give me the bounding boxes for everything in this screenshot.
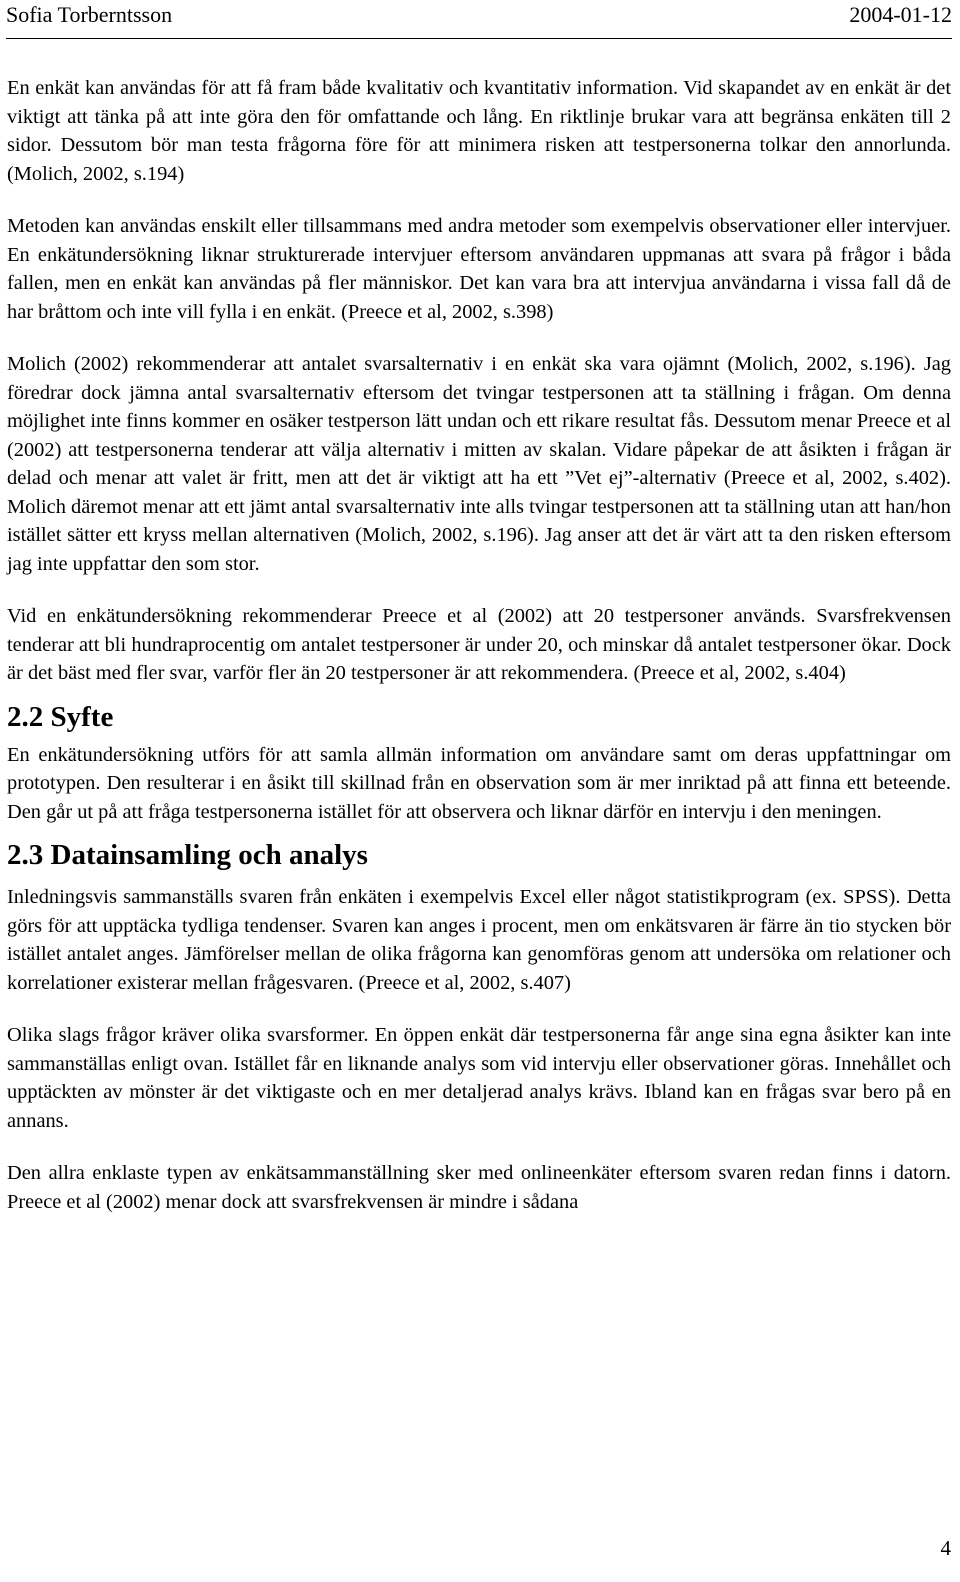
page-number: 4 <box>940 1536 951 1560</box>
header-author: Sofia Torberntsson <box>6 2 173 27</box>
paragraph-onlineenkater: Den allra enklaste typen av enkätsammanställning sker med onlineenkäter eftersom svaren redan finns i datorn. Preece et al (2002) menar dock att svarsfrekvensen är mindre i sådana <box>7 1162 951 1213</box>
header-date: 2004-01-12 <box>849 2 952 27</box>
paragraph-sammanstallning: Inledningsvis sammanställs svaren från enkäten i exempelvis Excel eller något statistikprogram (ex. SPSS). Detta görs för att upptäcka tydliga tendenser. Svaren kan anges i procent, men om enkätsvaren är färre än tio stycken bör istället antalet anges. Jämförelser mellan de olika frågorna kan genomföras genom att undersöka om relationer och korrelationer existerar mellan frågesvaren. (Preece et al, 2002, s.407) <box>7 886 951 994</box>
paragraph-enkat-intro: En enkät kan användas för att få fram både kvalitativ och kvantitativ information. Vid skapandet av en enkät är det viktigt att tänka på att inte göra den för omfattande och lång. En riktlinje brukar vara att begränsa enkäten till 2 sidor. Dessutom bör man testa frågorna före för att minimera risken att testpersonerna tolkar den annorlunda. (Molich, 2002, s.194) <box>7 77 951 185</box>
section-heading-datainsamling: 2.3 Datainsamling och analys <box>7 839 368 871</box>
page-header <box>6 0 952 39</box>
paragraph-syfte: En enkätundersökning utförs för att samla allmän information om användare samt om deras uppfattningar om prototypen. Den resulterar i en åsikt till skillnad från en observation som är mer inriktad på att finna ett beteende. Den går ut på att fråga testpersonerna istället för att observera och liknar därför en intervju i den meningen. <box>7 743 951 823</box>
page-body <box>7 74 951 1240</box>
paragraph-testpersoner: Vid en enkätundersökning rekommenderar Preece et al (2002) att 20 testpersoner används. Svarsfrekvensen tenderar att bli hundraprocentig om antalet testpersoner är under 20, och minskar då antalet testpersoner ökar. Dock är det bäst med fler svar, varför fler än 20 testpersoner är att rekommendera. (Preece et al, 2002, s.404) <box>7 605 951 684</box>
section-heading-syfte: 2.2 Syfte <box>7 700 114 733</box>
paragraph-svarsalternativ: Molich (2002) rekommenderar att antalet svarsalternativ i en enkät ska vara ojämnt (Molich, 2002, s.196). Jag föredrar dock jämna antal svarsalternativ eftersom det tvingar testpersonen att ta ställning i frågan. Om denna möjlighet inte finns kommer en osäker testperson lätt undan och ett rikare resultat fås. Dessutom menar Preece et al (2002) att testpersonerna tenderar att välja alternativ i mitten av skalan. Vidare påpekar de att åsikten i frågan är delad och menar att valet är fritt, men att det är viktigt att ha ett ”Vet ej”-alternativ (Preece et al, 2002, s.402). Molich däremot menar att ett jämt antal svarsalternativ inte alls tvingar testpersonen att ta ställning utan att han/hon istället sätter ett kryss mellan alternativen (Molich, 2002, s.196). Jag anser att det är värt att ta den risken eftersom jag inte uppfattar den som stor. <box>7 353 951 575</box>
paragraph-metoden: Metoden kan användas enskilt eller tillsammans med andra metoder som exempelvis observationer eller intervjuer. En enkätundersökning liknar strukturerade intervjuer eftersom användaren uppmanas att svara på frågor i båda fallen, men en enkät kan användas på fler människor. Det kan vara bra att intervjua användarna i vissa fall då de har bråttom och inte vill fylla i en enkät. (Preece et al, 2002, s.398) <box>7 215 951 323</box>
paragraph-fragor: Olika slags frågor kräver olika svarsformer. En öppen enkät där testpersonerna får ange sina egna åsikter kan inte sammanställas enligt ovan. Istället får en liknande analys som vid intervju eller observationer göras. Innehållet och upptäckten av mönster är det viktigaste och en mer detaljerad analys krävs. Ibland kan en frågas svar bero på en annans. <box>7 1024 951 1132</box>
